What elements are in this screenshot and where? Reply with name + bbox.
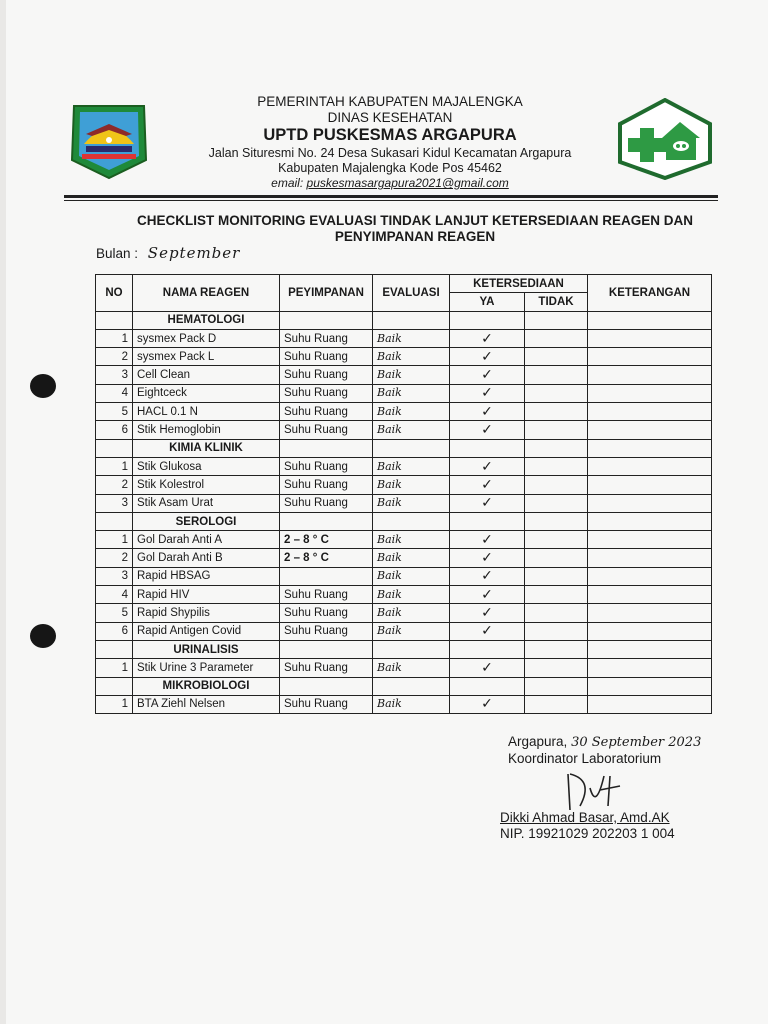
letterhead-rule-thin [64, 200, 718, 201]
section-ya-cell [450, 677, 525, 695]
section-no-cell [96, 677, 133, 695]
row-tidak [525, 476, 588, 494]
signature-place-date [508, 734, 701, 751]
header-nama: NAMA REAGEN [133, 275, 280, 312]
document-title [90, 213, 740, 245]
row-nama-reagen: Gol Darah Anti B [133, 549, 280, 567]
row-evaluasi: Baik [373, 549, 450, 567]
section-row [96, 677, 712, 695]
section-tidak-cell [525, 439, 588, 457]
row-penyimpanan: Suhu Ruang [280, 384, 373, 402]
row-tidak [525, 604, 588, 622]
letterhead-government: PEMERINTAH KABUPATEN MAJALENGKA [257, 94, 523, 109]
section-no-cell [96, 439, 133, 457]
header-tidak: TIDAK [525, 293, 588, 311]
row-penyimpanan: Suhu Ruang [280, 494, 373, 512]
signature-role: Koordinator Laboratorium [508, 750, 662, 766]
section-keterangan-cell [588, 512, 712, 530]
row-evaluasi: Baik [373, 586, 450, 604]
row-penyimpanan: Suhu Ruang [280, 622, 373, 640]
row-nama-reagen: Stik Hemoglobin [133, 421, 280, 439]
row-penyimpanan: Suhu Ruang [280, 366, 373, 384]
row-keterangan [588, 494, 712, 512]
section-name: URINALISIS [133, 640, 280, 658]
row-nama-reagen: Rapid Antigen Covid [133, 622, 280, 640]
section-penyimpanan-cell [280, 640, 373, 658]
row-evaluasi: Baik [373, 457, 450, 475]
row-no: 5 [96, 604, 133, 622]
row-nama-reagen: HACL 0.1 N [133, 403, 280, 421]
row-tidak [525, 403, 588, 421]
row-tidak [525, 421, 588, 439]
section-row [96, 512, 712, 530]
section-ya-cell [450, 439, 525, 457]
row-penyimpanan: 2 – 8 ° C [280, 531, 373, 549]
row-nama-reagen: Stik Asam Urat [133, 494, 280, 512]
email-label: email: [271, 176, 307, 191]
row-penyimpanan [280, 567, 373, 585]
letterhead-department: DINAS KESEHATAN [327, 110, 453, 126]
section-tidak-cell [525, 512, 588, 530]
row-keterangan [588, 329, 712, 347]
row-ya-checkmark: ✓ [450, 421, 525, 439]
section-penyimpanan-cell [280, 311, 373, 329]
row-tidak [525, 659, 588, 677]
header-ketersediaan: KETERSEDIAAN [450, 275, 588, 293]
row-evaluasi: Baik [373, 366, 450, 384]
section-row [96, 640, 712, 658]
table-row [96, 604, 712, 622]
row-penyimpanan: Suhu Ruang [280, 659, 373, 677]
puskesmas-logo-icon [618, 98, 712, 180]
row-ya-checkmark: ✓ [450, 567, 525, 585]
row-penyimpanan: Suhu Ruang [280, 476, 373, 494]
row-evaluasi: Baik [373, 531, 450, 549]
row-tidak [525, 457, 588, 475]
row-no: 4 [96, 384, 133, 402]
row-tidak [525, 348, 588, 366]
month-field [96, 244, 240, 262]
header-ya: YA [450, 293, 525, 311]
section-no-cell [96, 311, 133, 329]
row-evaluasi: Baik [373, 476, 450, 494]
row-ya-checkmark: ✓ [450, 457, 525, 475]
row-keterangan [588, 567, 712, 585]
row-ya-checkmark: ✓ [450, 604, 525, 622]
table-header-row [96, 275, 712, 293]
row-no: 3 [96, 494, 133, 512]
row-tidak [525, 384, 588, 402]
section-name: KIMIA KLINIK [133, 439, 280, 457]
email-link[interactable]: puskesmasargapura2021@gmail.com [306, 176, 509, 191]
header-keterangan: KETERANGAN [588, 275, 712, 312]
section-no-cell [96, 512, 133, 530]
row-tidak [525, 531, 588, 549]
row-keterangan [588, 695, 712, 713]
table-row [96, 348, 712, 366]
letterhead-institution: UPTD PUSKESMAS ARGAPURA [263, 126, 517, 145]
section-keterangan-cell [588, 677, 712, 695]
title-line-2: PENYIMPANAN REAGEN [334, 229, 496, 245]
month-label: Bulan : [96, 246, 139, 261]
row-no: 1 [96, 659, 133, 677]
row-no: 1 [96, 531, 133, 549]
section-evaluasi-cell [373, 439, 450, 457]
section-name: HEMATOLOGI [133, 311, 280, 329]
row-evaluasi: Baik [373, 659, 450, 677]
section-row [96, 439, 712, 457]
section-no-cell [96, 640, 133, 658]
row-penyimpanan: Suhu Ruang [280, 403, 373, 421]
row-ya-checkmark: ✓ [450, 384, 525, 402]
row-no: 2 [96, 549, 133, 567]
letterhead-rule [64, 195, 718, 198]
section-ya-cell [450, 640, 525, 658]
row-evaluasi: Baik [373, 329, 450, 347]
row-no: 2 [96, 348, 133, 366]
section-evaluasi-cell [373, 677, 450, 695]
table-row [96, 329, 712, 347]
section-evaluasi-cell [373, 640, 450, 658]
section-tidak-cell [525, 677, 588, 695]
row-nama-reagen: Cell Clean [133, 366, 280, 384]
row-ya-checkmark: ✓ [450, 329, 525, 347]
row-evaluasi: Baik [373, 421, 450, 439]
row-penyimpanan: Suhu Ruang [280, 348, 373, 366]
row-nama-reagen: Eightceck [133, 384, 280, 402]
table-row [96, 384, 712, 402]
row-tidak [525, 622, 588, 640]
row-keterangan [588, 622, 712, 640]
row-penyimpanan: Suhu Ruang [280, 421, 373, 439]
reagent-table [95, 274, 712, 714]
row-evaluasi: Baik [373, 348, 450, 366]
title-line-1: CHECKLIST MONITORING EVALUASI TINDAK LANJUT KETERSEDIAAN REAGEN DAN [136, 213, 694, 228]
section-row [96, 311, 712, 329]
row-tidak [525, 366, 588, 384]
row-nama-reagen: Rapid Shypilis [133, 604, 280, 622]
binder-hole [30, 374, 56, 398]
row-no: 4 [96, 586, 133, 604]
table-row [96, 622, 712, 640]
row-tidak [525, 567, 588, 585]
row-nama-reagen: Rapid HIV [133, 586, 280, 604]
table-row [96, 494, 712, 512]
section-evaluasi-cell [373, 512, 450, 530]
row-penyimpanan: Suhu Ruang [280, 604, 373, 622]
row-nama-reagen: Stik Urine 3 Parameter [133, 659, 280, 677]
row-nama-reagen: Stik Glukosa [133, 457, 280, 475]
row-no: 1 [96, 695, 133, 713]
row-ya-checkmark: ✓ [450, 586, 525, 604]
row-tidak [525, 329, 588, 347]
majalengka-emblem-icon [66, 100, 152, 180]
handwritten-signature [560, 766, 630, 816]
row-nama-reagen: sysmex Pack L [133, 348, 280, 366]
table-row [96, 531, 712, 549]
row-evaluasi: Baik [373, 494, 450, 512]
row-evaluasi: Baik [373, 604, 450, 622]
row-ya-checkmark: ✓ [450, 476, 525, 494]
row-ya-checkmark: ✓ [450, 494, 525, 512]
row-ya-checkmark: ✓ [450, 348, 525, 366]
row-keterangan [588, 348, 712, 366]
signatory-name: Dikki Ahmad Basar, Amd.AK [500, 810, 670, 825]
row-ya-checkmark: ✓ [450, 403, 525, 421]
row-evaluasi: Baik [373, 695, 450, 713]
signature-block [508, 734, 701, 767]
section-tidak-cell [525, 311, 588, 329]
table-row [96, 586, 712, 604]
signature-date: 30 September 2023 [571, 735, 702, 750]
table-row [96, 366, 712, 384]
section-penyimpanan-cell [280, 677, 373, 695]
letterhead-address-city: Kabupaten Majalengka Kode Pos 45462 [278, 161, 502, 176]
section-penyimpanan-cell [280, 439, 373, 457]
signatory-nip: NIP. 19921029 202203 1 004 [500, 826, 675, 842]
section-penyimpanan-cell [280, 512, 373, 530]
section-keterangan-cell [588, 439, 712, 457]
table-row [96, 549, 712, 567]
month-value: September [147, 244, 241, 262]
row-penyimpanan: Suhu Ruang [280, 695, 373, 713]
row-penyimpanan: Suhu Ruang [280, 329, 373, 347]
letterhead-email [160, 176, 620, 190]
table-row [96, 659, 712, 677]
table-row [96, 695, 712, 713]
row-no: 6 [96, 622, 133, 640]
row-tidak [525, 549, 588, 567]
row-keterangan [588, 403, 712, 421]
section-evaluasi-cell [373, 311, 450, 329]
row-keterangan [588, 604, 712, 622]
row-nama-reagen: sysmex Pack D [133, 329, 280, 347]
row-no: 1 [96, 329, 133, 347]
section-name: MIKROBIOLOGI [133, 677, 280, 695]
row-keterangan [588, 457, 712, 475]
row-keterangan [588, 531, 712, 549]
row-ya-checkmark: ✓ [450, 366, 525, 384]
row-tidak [525, 494, 588, 512]
row-evaluasi: Baik [373, 622, 450, 640]
row-ya-checkmark: ✓ [450, 549, 525, 567]
row-ya-checkmark: ✓ [450, 695, 525, 713]
binder-hole [30, 624, 56, 648]
row-evaluasi: Baik [373, 403, 450, 421]
row-keterangan [588, 421, 712, 439]
row-no: 2 [96, 476, 133, 494]
row-no: 6 [96, 421, 133, 439]
section-ya-cell [450, 512, 525, 530]
row-evaluasi: Baik [373, 567, 450, 585]
row-no: 3 [96, 366, 133, 384]
row-penyimpanan: Suhu Ruang [280, 457, 373, 475]
row-tidak [525, 695, 588, 713]
section-keterangan-cell [588, 311, 712, 329]
row-no: 1 [96, 457, 133, 475]
row-nama-reagen: BTA Ziehl Nelsen [133, 695, 280, 713]
row-nama-reagen: Stik Kolestrol [133, 476, 280, 494]
section-tidak-cell [525, 640, 588, 658]
row-no: 5 [96, 403, 133, 421]
section-keterangan-cell [588, 640, 712, 658]
header-no: NO [96, 275, 133, 312]
signatory [500, 810, 675, 842]
table-row [96, 567, 712, 585]
header-penyimpanan: PEYIMPANAN [280, 275, 373, 312]
header-evaluasi: EVALUASI [373, 275, 450, 312]
row-keterangan [588, 549, 712, 567]
row-keterangan [588, 476, 712, 494]
row-keterangan [588, 586, 712, 604]
row-penyimpanan: Suhu Ruang [280, 586, 373, 604]
row-nama-reagen: Rapid HBSAG [133, 567, 280, 585]
letterhead [160, 94, 620, 191]
row-keterangan [588, 366, 712, 384]
row-nama-reagen: Gol Darah Anti A [133, 531, 280, 549]
row-keterangan [588, 659, 712, 677]
row-no: 3 [96, 567, 133, 585]
row-keterangan [588, 384, 712, 402]
signature-place: Argapura, [508, 734, 568, 749]
table-row [96, 476, 712, 494]
table-row [96, 403, 712, 421]
row-tidak [525, 586, 588, 604]
row-ya-checkmark: ✓ [450, 659, 525, 677]
row-ya-checkmark: ✓ [450, 622, 525, 640]
row-ya-checkmark: ✓ [450, 531, 525, 549]
table-body [96, 311, 712, 714]
row-evaluasi: Baik [373, 384, 450, 402]
row-penyimpanan: 2 – 8 ° C [280, 549, 373, 567]
table-row [96, 421, 712, 439]
section-name: SEROLOGI [133, 512, 280, 530]
letterhead-address: Jalan Situresmi No. 24 Desa Sukasari Kidul Kecamatan Argapura [208, 146, 572, 161]
table-row [96, 457, 712, 475]
section-ya-cell [450, 311, 525, 329]
